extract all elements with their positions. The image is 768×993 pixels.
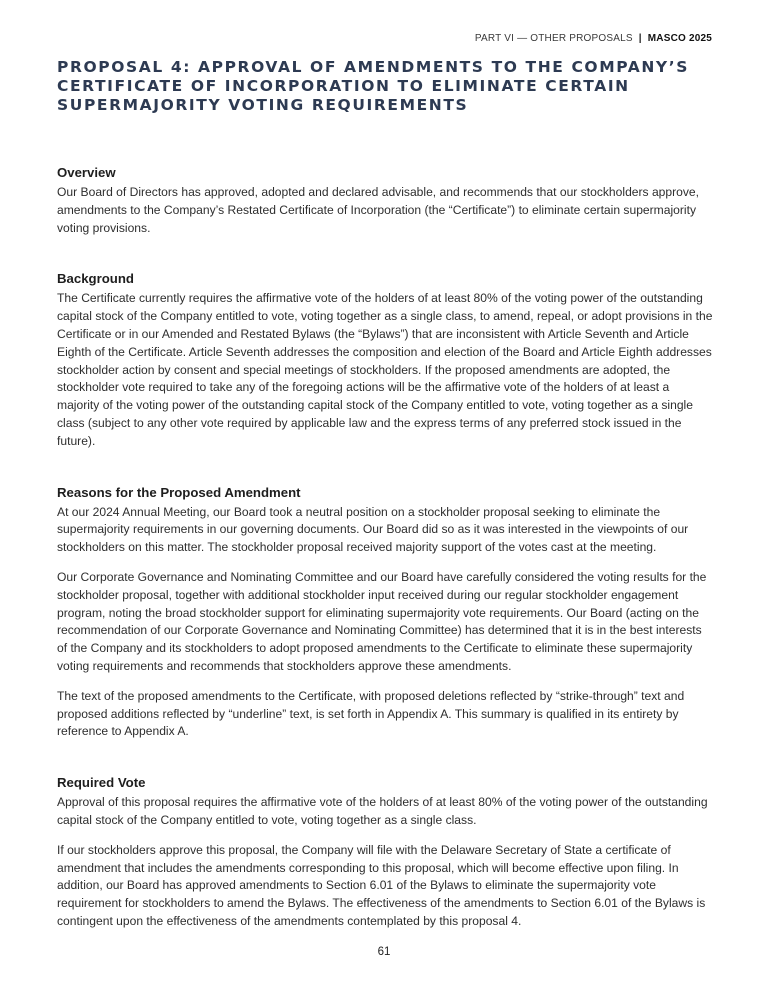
paragraph: Our Corporate Governance and Nominating Committee and our Board have carefully considered the voting results for the stockholder proposal, together with additional stockholder input received during our regular stockholder engagement program, noting the broad stockholder support for eliminating supermajority vote requirements. Our Board (acting on the recommendation of our Corporate Governance and Nominating Committee) has determined that it is in the best interests of the Company and its stockholders to adopt proposed amendments to the Certificate to eliminate these supermajority voting requirements and recommends that stockholders approve these amendments. xyxy=(57,569,707,673)
header-section-label: PART VI — OTHER PROPOSALS xyxy=(474,33,633,44)
paragraph: If our stockholders approve this proposal, the Company will file with the Delaware Secretary of State a certificate of amendment that includes the amendments corresponding to this proposal, which will become effective upon filing. In addition, our Board has approved amendments to Section 6.01 of the Bylaws to eliminate the supermajority vote requirement for stockholders to amend the Bylaws. The effectiveness of the amendments to Section 6.01 of the Bylaws is contingent upon the effectiveness of the amendments contemplated by this proposal 4. xyxy=(57,842,706,928)
header-brand: MASCO 2025 xyxy=(647,33,712,44)
paragraph: At our 2024 Annual Meeting, our Board took a neutral position on a stockholder proposal seeking to eliminate the supermajority requirements in our governing documents. Our Board did so as it was interested in the viewpoints of our stockholders on this matter. The stockholder proposal received majority support of the votes cast at the meeting. xyxy=(57,504,689,555)
proposal-title: PROPOSAL 4: APPROVAL OF AMENDMENTS TO THE COMPANY’S CERTIFICATE OF INCORPORATION TO ELIMINATE CERTAIN SUPERMAJORITY VOTING REQUIREMENTS xyxy=(57,58,690,114)
section-heading: Overview xyxy=(57,165,116,180)
section-heading: Required Vote xyxy=(57,775,146,791)
page-number: 61 xyxy=(377,946,391,958)
paragraph: The text of the proposed amendments to the Certificate, with proposed deletions reflected by “strike-through” text and proposed additions reflected by “underline” text, is set forth in Appendix A. This summary is qualified in its entirety by reference to Appendix A. xyxy=(57,688,685,739)
section-overview xyxy=(57,164,713,237)
section-heading: Background xyxy=(57,271,134,287)
section-background xyxy=(57,270,713,450)
section-required-vote xyxy=(57,774,713,931)
paragraph: Our Board of Directors has approved, adopted and declared advisable, and recommends that our stockholders approve, amendments to the Company’s Restated Certificate of Incorporation (the “Certificate”) to eliminate certain supermajority voting provisions. xyxy=(57,185,700,235)
paragraph: Approval of this proposal requires the affirmative vote of the holders of at least 80% of the voting power of the outstanding capital stock of the Company entitled to vote, voting together as a single class. xyxy=(57,795,708,827)
section-reasons xyxy=(57,484,713,742)
paragraph: The Certificate currently requires the affirmative vote of the holders of at least 80% of the voting power of the outstanding capital stock of the Company entitled to vote, voting together as a single class, to amend, repeal, or adopt provisions in the Certificate or in our Amended and Restated Bylaws (the “Bylaws”) that are inconsistent with Article Seventh and Article Eighth of the Certificate. Article Seventh addresses the composition and election of the Board and Article Eighth addresses stockholder action by consent and special meetings of stockholders. If the proposed amendments are adopted, the stockholder vote required to take any of the foregoing actions will be the affirmative vote of the holders of at least a majority of the voting power of the outstanding capital stock of the Company entitled to vote, voting together as a single class (subject to any other vote required by applicable law and the express terms of any preferred stock issued in the future). xyxy=(57,291,713,448)
running-header xyxy=(475,33,712,44)
section-heading: Reasons for the Proposed Amendment xyxy=(57,484,301,500)
header-separator: | xyxy=(638,33,642,44)
document-body xyxy=(57,164,713,964)
